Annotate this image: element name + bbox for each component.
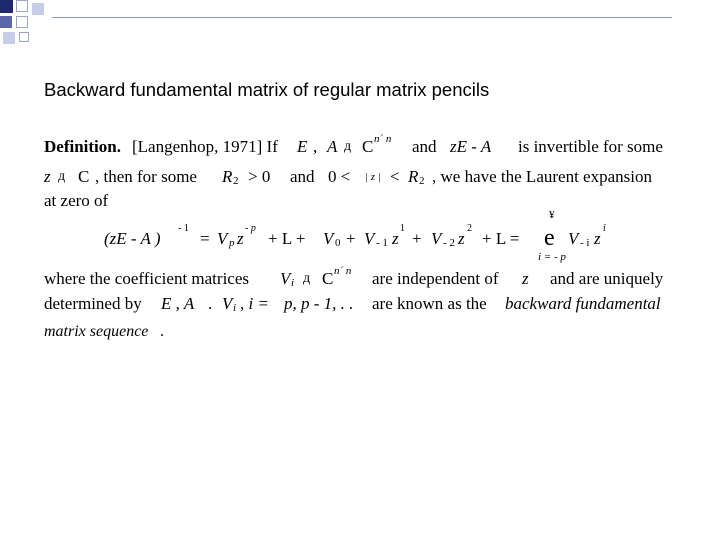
eq-sum-lower: i = - p	[538, 251, 566, 263]
eq-plus-L-eq: + L =	[482, 229, 520, 248]
eq-z-negp: z	[237, 229, 244, 248]
known-as-text: are known as the	[372, 294, 487, 313]
eq-lhs: (zE - A )	[104, 229, 161, 248]
corner-square-mid	[0, 16, 12, 28]
eq-z2: z	[458, 229, 465, 248]
determined-text: determined by	[44, 294, 142, 313]
eq-zi: z	[594, 229, 601, 248]
zero-lt: 0 <	[328, 167, 351, 186]
Vi-sub: i	[291, 277, 295, 289]
eq-equals: =	[200, 229, 210, 248]
R2-first-sub: 2	[233, 175, 239, 187]
eq-sum-upper: ¥	[549, 209, 555, 221]
element-of-symbol: д	[344, 139, 352, 154]
element-of-symbol-2: д	[58, 169, 66, 184]
slide-title: Backward fundamental matrix of regular matrix pencils	[44, 79, 490, 100]
R2-second: R	[408, 167, 419, 186]
eq-Vm1-sub: - 1	[376, 237, 388, 249]
complex-C: C	[362, 137, 374, 156]
period: .	[208, 294, 213, 313]
independent-text: are independent of	[372, 269, 499, 288]
corner-square-outline-3	[19, 32, 29, 42]
eq-Vm1: V	[364, 229, 375, 248]
corner-square-light	[32, 3, 44, 15]
element-of-symbol-3: д	[303, 271, 311, 286]
comma: ,	[313, 137, 318, 156]
eq-V0: V	[323, 229, 334, 248]
eq-z1: z	[392, 229, 399, 248]
definition-label: Definition.	[44, 137, 121, 156]
corner-square-dark	[0, 0, 13, 13]
pencil-zE-A: zE - A	[450, 137, 492, 156]
corner-square-outline-2	[16, 16, 28, 28]
eq-z1-exp: 1	[400, 223, 405, 234]
eq-Vmi: V	[568, 229, 579, 248]
E-A-pair: E , A	[161, 294, 195, 313]
eq-z-negp-exp: - p	[245, 223, 256, 234]
Vi-matrix-2: V	[222, 294, 233, 313]
Vi-matrix: V	[280, 269, 291, 288]
corner-square-light-2	[3, 32, 15, 44]
uniquely-text: and are uniquely	[550, 269, 664, 288]
R2-first: R	[222, 167, 233, 186]
var-z: z	[44, 167, 51, 186]
dimension-2: n´ n	[334, 265, 352, 277]
Vi-sub-2: i	[233, 302, 237, 314]
eq-plus-L: + L +	[268, 229, 306, 248]
index-range: p, p - 1, . .	[284, 294, 354, 313]
eq-Vp: V	[217, 229, 228, 248]
matrix-A: A	[327, 137, 338, 156]
citation: [Langenhop, 1971] If	[132, 137, 278, 156]
lt-symbol: <	[390, 167, 400, 186]
corner-square-outline	[16, 0, 28, 12]
eq-Vp-sub: p	[229, 237, 235, 249]
gt-zero: > 0	[248, 167, 271, 186]
header-rule	[52, 17, 672, 18]
and-word: and	[412, 137, 437, 156]
abs-z: | z |	[365, 171, 381, 183]
var-z-2: z	[522, 269, 529, 288]
eq-Vm2-sub: - 2	[443, 237, 455, 249]
then-text: , then for some	[95, 167, 197, 186]
matrix-E: E	[297, 137, 308, 156]
eq-Vm2: V	[431, 229, 442, 248]
eq-plus-1: +	[346, 229, 356, 248]
final-period: .	[160, 323, 164, 340]
R2-second-sub: 2	[419, 175, 425, 187]
eq-Vmi-sub: - i	[580, 237, 590, 249]
eq-zi-exp: i	[603, 223, 606, 234]
index-i: , i =	[240, 294, 269, 313]
eq-V0-sub: 0	[335, 237, 341, 249]
where-text: where the coefficient matrices	[44, 269, 249, 288]
eq-lhs-exp: - 1	[178, 223, 189, 234]
laurent-text: , we have the Laurent expansion	[432, 167, 652, 186]
invertible-text: is invertible for some	[518, 137, 663, 156]
dimension: n´ n	[374, 133, 392, 145]
matrix-sequence-text: matrix sequence	[44, 323, 149, 340]
complex-C-2: C	[78, 167, 90, 186]
definition-line-3: at zero of	[44, 191, 109, 210]
complex-C-3: C	[322, 269, 334, 288]
backward-fundamental-text: backward fundamental	[505, 294, 661, 313]
and-word-2: and	[290, 167, 315, 186]
eq-sum-symbol: e	[544, 225, 555, 251]
eq-z2-exp: 2	[467, 223, 472, 234]
eq-plus-2: +	[412, 229, 422, 248]
